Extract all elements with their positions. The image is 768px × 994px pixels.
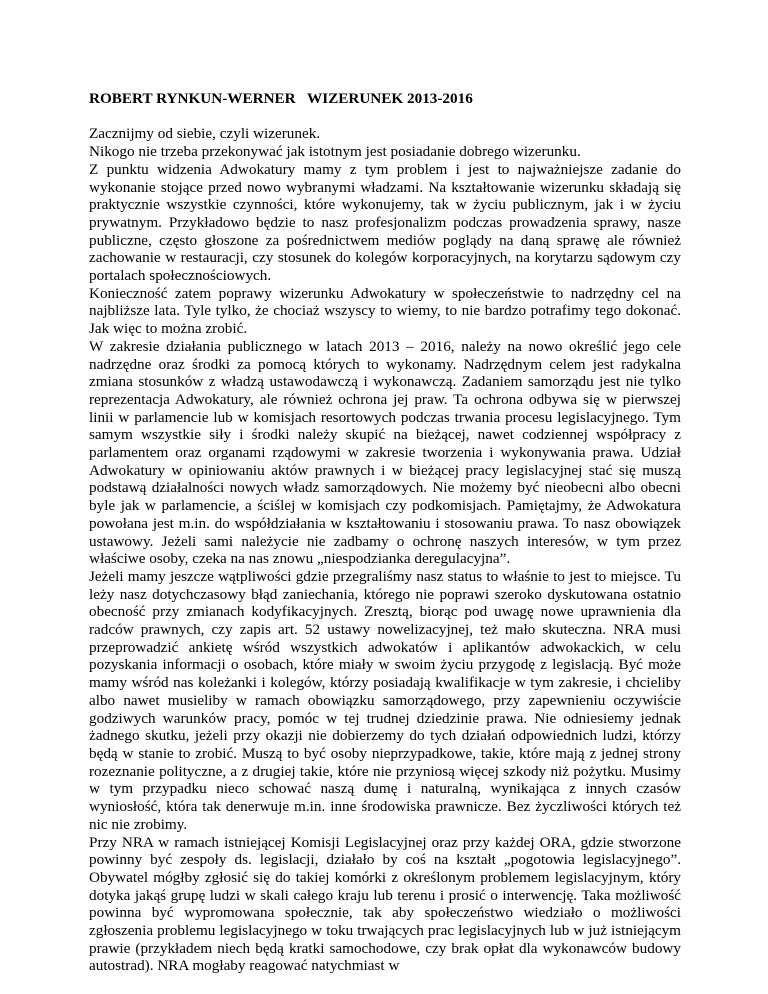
- paragraph-intro: Zacznijmy od siebie, czyli wizerunek.: [89, 125, 321, 143]
- document-title: WIZERUNEK 2013-2016: [307, 90, 473, 107]
- paragraph-image-shaping: Z punktu widzenia Adwokatury mamy z tym problem i jest to najważniejsze zadanie do wykonanie stojące przed nowo wybranymi władzami. Na kształtowanie wizerunku składają się praktycznie wszystkie czynności, które wykonujemy, tak w życiu publicznym, jak i w życiu prywatnym. Przykładowo będzie to nasz profesjonalizm podczas prowadzenia sprawy, nasze publiczne, często głoszone za pośrednictwem mediów poglądy na daną sprawę ale również zachowanie w restauracji, czy stosunek do kolegów korporacyjnych, na korytarzu sądowym czy portalach społecznościowych.: [89, 160, 681, 285]
- document-heading: [89, 90, 681, 108]
- document-page: [89, 90, 681, 975]
- paragraph-public-action: W zakresie działania publicznego w latach 2013 – 2016, należy na nowo określić jego cele nadrzędne oraz środki za pomocą których to wykonamy. Nadrzędnym celem jest radykalna zmiana stosunków z władzą ustawodawczą i wykonawczą. Zadaniem samorządu jest nie tylko reprezentacja Adwokatury, ale również ochrona jej praw. Ta ochrona odbywa się w pierwszej linii w parlamencie lub w komisjach resortowych podczas trwania procesu legislacyjnego. Tym samym wszystkie siły i środki należy skupić na bieżącej, nawet codziennej współpracy z parlamentem oraz organami rządowymi w zakresie tworzenia i wykonywania prawa. Udział Adwokatury w opiniowaniu aktów prawnych i w bieżącej pracy legislacyjnej stać się muszą podstawą działalności nowych władz samorządowych. Nie możemy być nieobecni albo obecni byle jak w parlamencie, a ściślej w komisjach czy podkomisjach. Pamiętajmy, że Adwokatura powołana jest m.in. do współdziałania w kształtowaniu i stosowaniu prawa. To nasz obowiązek ustawowy. Jeżeli sami należycie nie zadbamy o ochronę naszych interesów, w tym przez właściwe osoby, czeka na nas znowu „niespodzianka deregulacyjna”.: [89, 337, 681, 568]
- author-name: ROBERT RYNKUN-WERNER: [89, 90, 296, 107]
- paragraph-status-lost: Jeżeli mamy jeszcze wątpliwości gdzie przegraliśmy nasz status to właśnie to jest to miejsce. Tu leży nasz dotychczasowy błąd zaniechania, którego nie poprawi szeroko dyskutowana ostatnio obecność przy zmianach kodyfikacyjnych. Zresztą, biorąc pod uwagę nowe uprawnienia dla radców prawnych, czy zapis art. 52 ustawy nowelizacyjnej, też mało skuteczna. NRA musi przeprowadzić ankietę wśród wszystkich adwokatów i aplikantów adwokackich, w celu pozyskania informacji o osobach, które miały w swoim życiu przygodę z legislacją. Być może mamy wśród nas koleżanki i kolegów, którzy posiadają kwalifikacje w tym zakresie, i chcieliby albo nawet musieliby w ramach obowiązku samorządowego, przy zapewnieniu oczywiście godziwych warunków pracy, pomóc w tej trudnej dziedzinie prawa. Nie odniesiemy jednak żadnego skutku, jeżeli przy okazji nie dobierzemy do tych działań odpowiednich ludzi, którzy będą w stanie to zrobić. Muszą to być osoby nieprzypadkowe, takie, które mają z jednej strony rozeznanie polityczne, a z drugiej takie, które nie przyniosą więcej szkody niż pożytku. Musimy w tym przypadku nieco schować naszą dumę i naturalną, wynikająca z innych czasów wyniosłość, która tak denerwuje m.in. inne środowiska prawnicze. Bez życzliwości których też nic nie zrobimy.: [89, 567, 681, 833]
- paragraph-image-importance: Nikogo nie trzeba przekonywać jak istotnym jest posiadanie dobrego wizerunku.: [89, 143, 581, 161]
- paragraph-priority-goal: Konieczność zatem poprawy wizerunku Adwokatury w społeczeństwie to nadrzędny cel na najbliższe lata. Tyle tylko, że chociaż wszyscy to wiemy, to nie bardzo potrafimy tego dokonać. Jak więc to można zrobić.: [89, 284, 681, 338]
- paragraph-legislative-emergency: Przy NRA w ramach istniejącej Komisji Legislacyjnej oraz przy każdej ORA, gdzie stworzone powinny być zespoły ds. legislacji, działało by coś na kształt „pogotowia legislacyjnego”. Obywatel mógłby zgłosić się do takiej komórki z określonym problemem legislacyjnym, który dotyka jakąś grupę ludzi w skali całego kraju lub terenu i prosić o interwencję. Taka możliwość powinna być wypromowana społecznie, tak aby społeczeństwo wiedziało o możliwości zgłoszenia problemu legislacyjnego w toku trwających prac legislacyjnych lub w już istniejącym prawie (przykładem niech będą kratki samochodowe, czy brak opłat dla wykonawców budowy autostrad). NRA mogłaby reagować natychmiast w: [89, 833, 681, 975]
- document-body: [89, 125, 681, 975]
